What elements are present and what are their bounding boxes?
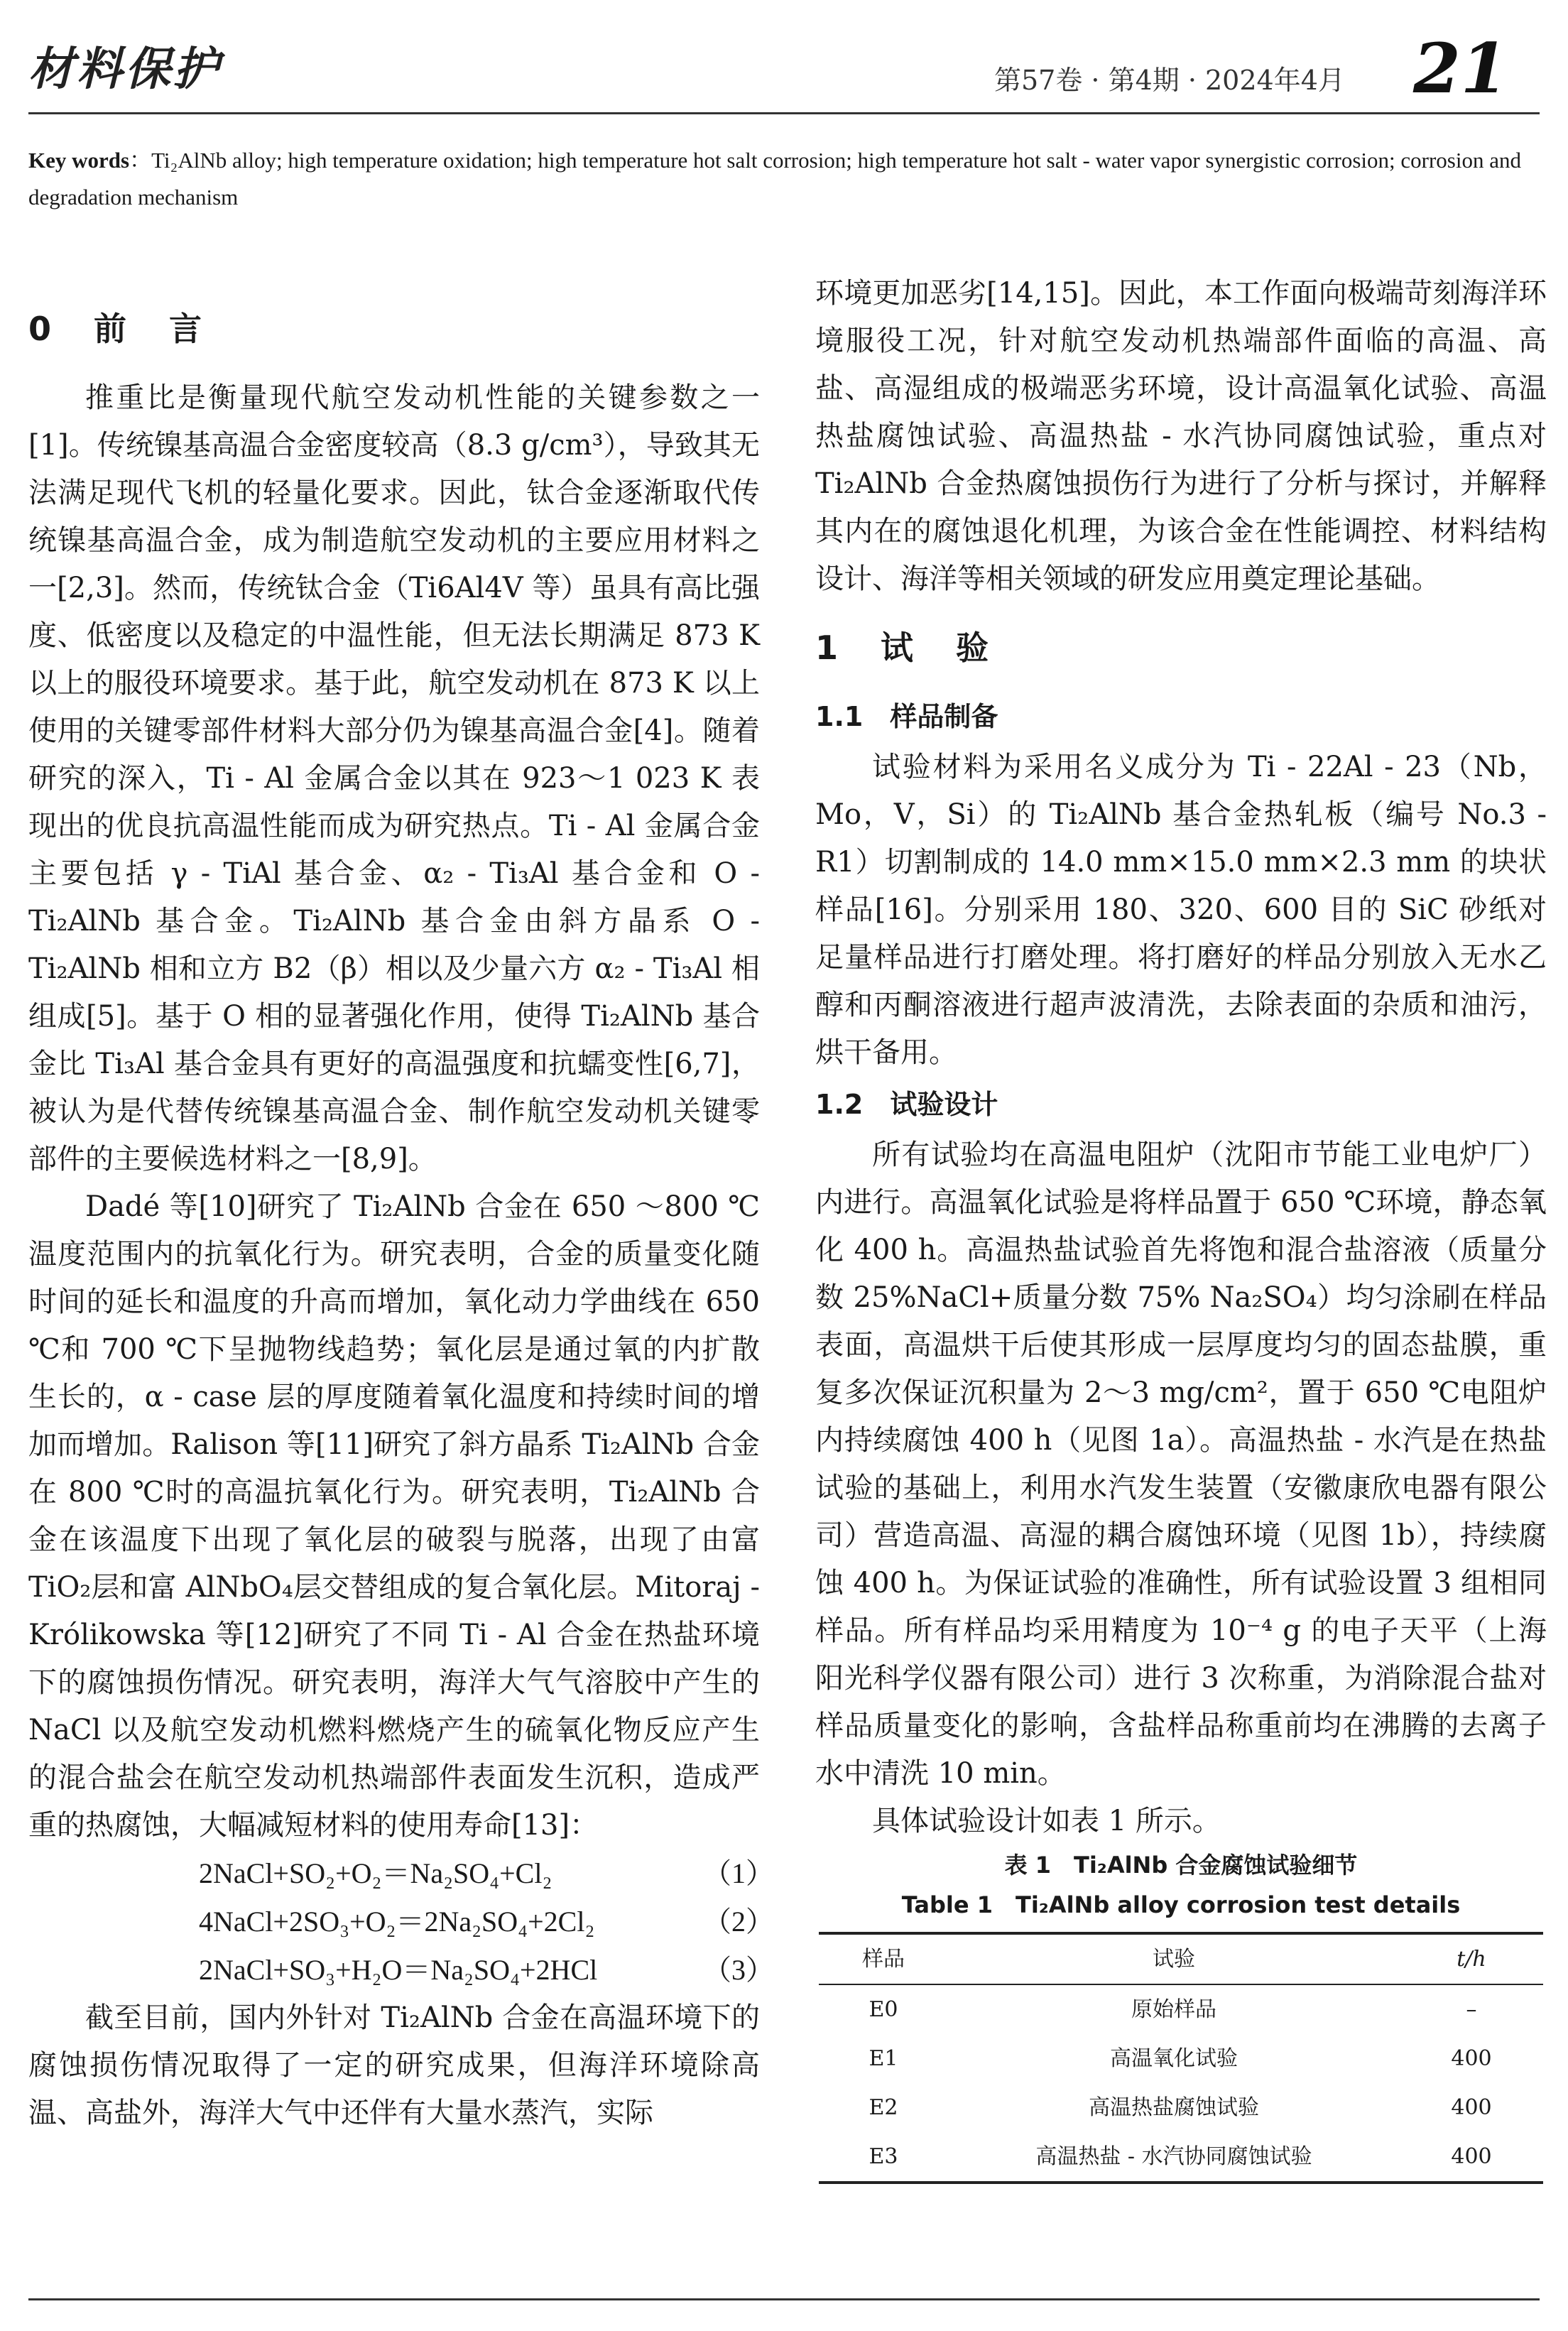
table-row [819,2132,1543,2183]
table-cell: – [1466,1997,1477,2022]
issue-info: 第57卷 · 第4期 · 2024年4月 [994,65,1345,96]
equation-number: （2） [703,1906,774,1938]
right-column [815,270,1547,2184]
table-cell: 高温氧化试验 [1110,2046,1238,2071]
equation-2 [28,1898,774,1946]
table-row [819,2034,1543,2083]
page-number: 21 [1413,28,1508,109]
left-column [28,291,774,2137]
paragraph: 具体试验设计如表 1 所示。 [872,1805,1221,1837]
footer-rule [28,2298,1540,2300]
table-header-test: 试验 [948,1933,1400,1984]
table-1-caption-en: Table 1 Ti₂AlNb alloy corrosion test details [901,1891,1461,1918]
keywords-text: ：Ti₂AlNb alloy; high temperature oxidation; high temperature hot salt corrosion; high temperature hot salt - water vapor synergistic corrosion; corrosion and degradation mechanism [28,148,1521,210]
table-cell: E2 [869,2095,898,2120]
equation-1 [28,1849,774,1898]
paragraph: 推重比是衡量现代航空发动机性能的关键参数之一[1]。传统镍基高温合金密度较高（8.3 g/cm³），导致其无法满足现代飞机的轻量化要求。因此，钛合金逐渐取代传统镍基高温合金，成为制造航空发动机的主要应用材料之一[2,3]。然而，传统钛合金（Ti6Al4V 等）虽具有高比强度、低密度以及稳定的中温性能，但无法长期满足 873 K 以上的服役环境要求。基于此，航空发动机在 873 K 以上使用的关键零部件材料大部分仍为镍基高温合金[4]。随着研究的深入，Ti - Al 金属合金以其在 923～1 023 K 表现出的优良抗高温性能而成为研究热点。Ti - Al 金属合金主要包括 γ - TiAl 基合金、α₂ - Ti₃Al 基合金和 O - Ti₂AlNb 基合金。Ti₂AlNb 基合金由斜方晶系 O - Ti₂AlNb 相和立方 B2（β）相以及少量六方 α₂ - Ti₃Al 相组成[5]。基于 O 相的显著强化作用，使得 Ti₂AlNb 基合金比 Ti₃Al 基合金具有更好的高温强度和抗蠕变性[6,7]，被认为是代替传统镍基高温合金、制作航空发动机关键零部件的主要候选材料之一[8,9]。 [28,381,760,1175]
journal-logo: 材料保护 [28,43,222,96]
table-cell: 高温热盐腐蚀试验 [1089,2095,1259,2120]
equation-text: 2NaCl+SO₂+O₂＝Na₂SO₄+Cl₂ [199,1857,552,1889]
table-header-sample: 样品 [819,1933,948,1984]
table-1-caption-cn: 表 1 Ti₂AlNb 合金腐蚀试验细节 [1004,1852,1358,1879]
paragraph-continued: 环境更加恶劣[14,15]。因此，本工作面向极端苛刻海洋环境服役工况，针对航空发动机热端部件面临的高温、高盐、高湿组成的极端恶劣环境，设计高温氧化试验、高温热盐腐蚀试验、高温热盐 - 水汽协同腐蚀试验，重点对 Ti₂AlNb 合金热腐蚀损伤行为进行了分析与探讨，并解释其内在的腐蚀退化机理，为该合金在性能调控、材料结构设计、海洋等相关领域的研发应用奠定理论基础。 [815,277,1547,595]
equation-3 [28,1946,774,1994]
paragraph: Dadé 等[10]研究了 Ti₂AlNb 合金在 650 ～800 ℃温度范围内的抗氧化行为。研究表明，合金的质量变化随时间的延长和温度的升高而增加，氧化动力学曲线在 650 ℃和 700 ℃下呈抛物线趋势；氧化层是通过氧的内扩散生长的，α - case 层的厚度随着氧化温度和持续时间的增加而增加。Ralison 等[11]研究了斜方晶系 Ti₂AlNb 合金在 800 ℃时的高温抗氧化行为。研究表明，Ti₂AlNb 合金在该温度下出现了氧化层的破裂与脱落，出现了由富 TiO₂层和富 AlNbO₄层交替组成的复合氧化层。Mitoraj - Królikowska 等[12]研究了不同 Ti - Al 合金在热盐环境下的腐蚀损伤情况。研究表明，海洋大气气溶胶中产生的 NaCl 以及航空发动机燃料燃烧产生的硫氧化物反应产生的混合盐会在航空发动机热端部件表面发生沉积，造成严重的热腐蚀，大幅减短材料的使用寿命[13]： [28,1190,760,1842]
table-cell: E3 [819,2132,948,2183]
paragraph: 截至目前，国内外针对 Ti₂AlNb 合金在高温环境下的腐蚀损伤情况取得了一定的研究成果，但海洋环境除高温、高盐外，海洋大气中还伴有大量水蒸汽，实际 [28,2001,760,2129]
section-0-title: 0 前 言 [28,310,218,348]
subsection-1-2-title: 1.2 试验设计 [815,1089,998,1120]
table-cell: 400 [1400,2132,1543,2183]
table-cell: 400 [1451,2095,1492,2120]
table-row [819,1984,1543,2034]
table-header-row [819,1933,1543,1984]
subsection-1-1-title: 1.1 样品制备 [815,701,998,732]
section-1-title: 1 试 验 [815,629,1005,667]
equation-number: （1） [703,1857,774,1889]
table-header-time: t/h [1400,1933,1543,1984]
table-cell: E1 [869,2046,898,2071]
table-cell: E0 [869,1997,898,2022]
paragraph: 所有试验均在高温电阻炉（沈阳市节能工业电炉厂）内进行。高温氧化试验是将样品置于 650 ℃环境，静态氧化 400 h。高温热盐试验首先将饱和混合盐溶液（质量分数 25%NaCl+质量分数 75% Na₂SO₄）均匀涂刷在样品表面，高温烘干后使其形成一层厚度均匀的固态盐膜，重复多次保证沉积量为 2～3 mg/cm²，置于 650 ℃电阻炉内持续腐蚀 400 h（见图 1a）。高温热盐 - 水汽是在热盐试验的基础上，利用水汽发生装置（安徽康欣电器有限公司）营造高温、高湿的耦合腐蚀环境（见图 1b），持续腐蚀 400 h。为保证试验的准确性，所有试验设置 3 组相同样品。所有样品均采用精度为 10⁻⁴ g 的电子天平（上海阳光科学仪器有限公司）进行 3 次称重，为消除混合盐对样品质量变化的影响，含盐样品称重前均在沸腾的去离子水中清洗 10 min。 [815,1139,1547,1790]
table-cell: 400 [1451,2046,1492,2071]
keywords-label: Key words [28,148,130,173]
keywords [28,142,1540,216]
equation-number: （3） [703,1954,774,1986]
header-rule [28,112,1540,114]
equation-text: 4NaCl+2SO₃+O₂＝2Na₂SO₄+2Cl₂ [199,1906,595,1938]
table-row [819,2083,1543,2132]
table-cell: 原始样品 [1131,1997,1216,2022]
paragraph: 试验材料为采用名义成分为 Ti - 22Al - 23（Nb，Mo，V，Si）的 Ti₂AlNb 基合金热轧板（编号 No.3 - R1）切割制成的 14.0 mm×15.0 mm×2.3 mm 的块状样品[16]。分别采用 180、320、600 目的 SiC 砂纸对足量样品进行打磨处理。将打磨好的样品分别放入无水乙醇和丙酮溶液进行超声波清洗，去除表面的杂质和油污，烘干备用。 [815,751,1547,1069]
table-cell: 高温热盐 - 水汽协同腐蚀试验 [948,2132,1400,2183]
equation-text: 2NaCl+SO₃+H₂O＝Na₂SO₄+2HCl [199,1954,598,1986]
table-1 [819,1932,1543,2184]
